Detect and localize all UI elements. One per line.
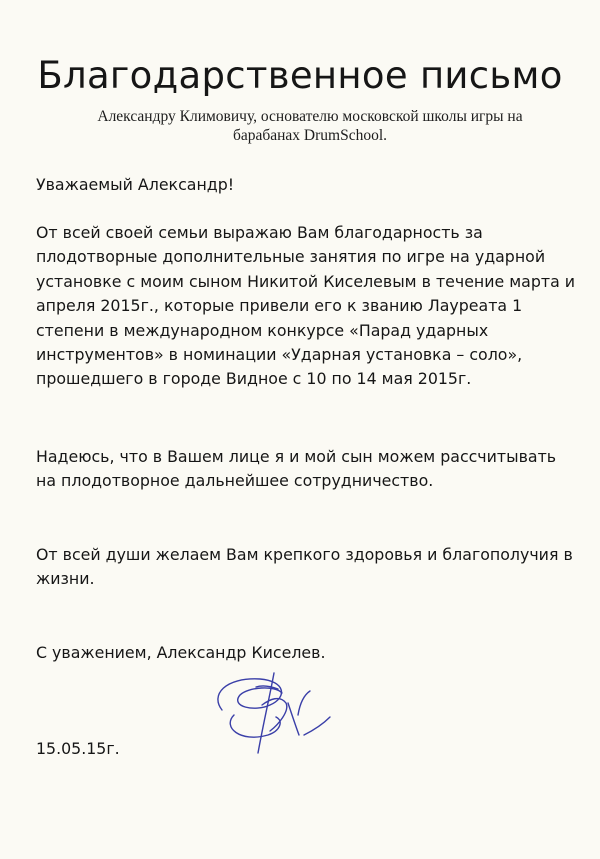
- letter-date: 15.05.15г.: [36, 739, 120, 758]
- letter-paragraph-cooperation: Надеюсь, что в Вашем лице я и мой сын можем рассчитывать на плодотворное дальнейшее сотрудничество.: [36, 447, 557, 491]
- letter-title: Благодарственное письмо: [37, 54, 563, 97]
- letter-paragraph-wishes: От всей души желаем Вам крепкого здоровья и благополучия в жизни.: [36, 545, 573, 589]
- letter-closing: С уважением, Александр Киселев.: [36, 643, 326, 662]
- letter-recipient: Александру Климовичу, основателю московской школы игры на барабанах DrumSchool.: [97, 108, 523, 144]
- letter-paragraph-gratitude: От всей своей семьи выражаю Вам благодарность за плодотворные дополнительные занятия по игре на ударной установке с моим сыном Никитой Киселевым в течение марта и апреля 2015г., которые привели его к званию Лауреата 1 степени в международном конкурсе «Парад ударных инструментов» в номинации «Ударная установка – соло», прошедшего в городе Видное с 10 по 14 мая 2015г.: [36, 223, 576, 389]
- letter-greeting: Уважаемый Александр!: [36, 175, 235, 194]
